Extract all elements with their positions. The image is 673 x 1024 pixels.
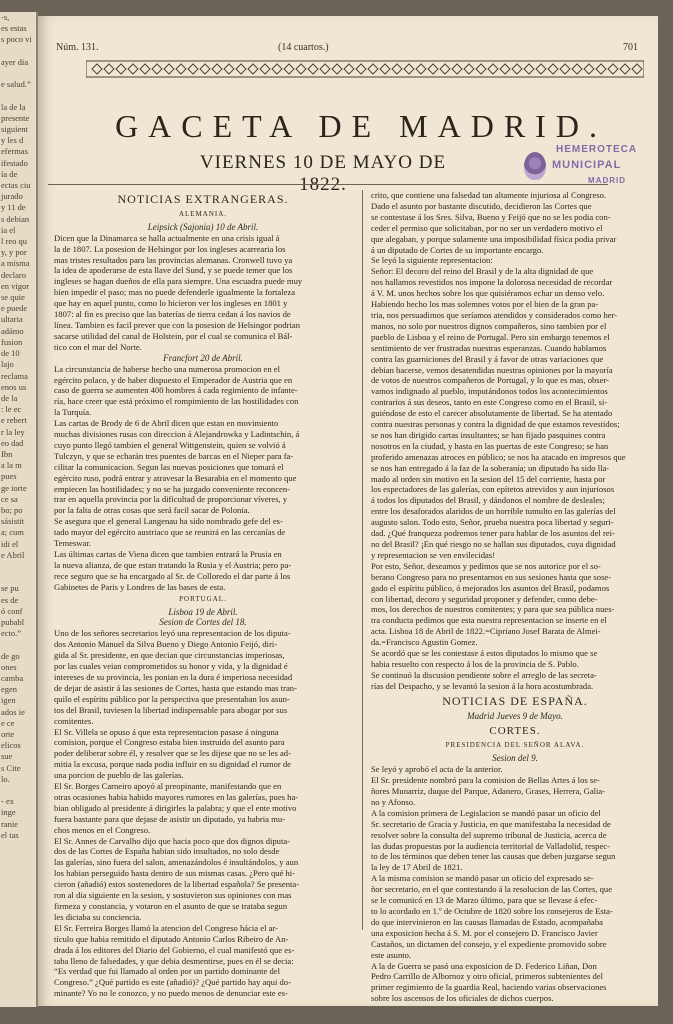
text-line: El Sr. Annes de Carvalho dijo que hacia poco que dos dignos diputa-: [54, 835, 291, 846]
text-line: caso de guerra se aumenten 400 hombres á cada regimiento de infante-: [54, 385, 298, 396]
text-line: bien impedir el paso; mas no puede defenderle igualmente la fortaleza: [54, 287, 296, 298]
text-line: á V. M. unos hechos sobre los que quisiéramos echar un denso velo.: [371, 288, 605, 299]
text-line: Por esto, Señor, deseamos y pedimos que se nos autorice por el so-: [371, 560, 601, 571]
section-heading: CORTES.: [489, 724, 541, 737]
text-line: tículo que habia remitido el diputado Antonio Carlos Ribeiro de An-: [54, 933, 289, 944]
prev-page-line: a; cum: [1, 527, 24, 538]
text-line: dad. ¿Qué franqueza podremos tener para hablar de los asuntos del rei-: [371, 528, 615, 539]
text-line: ron al dia siguiente en la sesion, y sostuvieron sus opiniones con mas: [54, 890, 292, 901]
text-line: contra las guarniciones del Brasil y á favor de otras variaciones que: [371, 353, 604, 364]
ornament-diamond: [320, 64, 330, 74]
text-line: 1807: al fin es preciso que las baterías de tierra cedan á los navios de: [54, 309, 291, 320]
text-line: to de los términos que deben tener las causas que deben juzgarse segun: [371, 851, 616, 862]
ornament-diamond: [284, 64, 294, 74]
text-line: Las últimas cartas de Viena dicen que tambien entrará la Prusia en: [54, 549, 282, 559]
text-line: gado el espíritu público, ó mejorados los asuntos del Brasil, podamos: [371, 582, 610, 593]
text-line: Gabinetes de Paris y Londres de las bases de esta.: [54, 581, 226, 592]
text-line: Las cartas de Brody de 6 de Abril dicen que estan en movimiento: [54, 418, 279, 429]
text-line: quilo el espíritu público por la perspectiva que presentaban los asun-: [54, 693, 290, 704]
masthead-title: GACETA DE MADRID.: [115, 108, 607, 144]
prev-page-line: se quie: [1, 292, 25, 303]
ornament-diamond: [548, 64, 558, 74]
section-heading: PORTUGAL.: [179, 594, 227, 603]
prev-page-line: se pu: [1, 583, 19, 594]
text-line: Se continuó la discusion pendiente sobre el arreglo de las secreta-: [371, 669, 597, 680]
prev-page-line: eo dad: [1, 437, 24, 448]
text-line: les dictaba su conciencia.: [54, 911, 142, 922]
text-line: Castaños, un dictamen del consejo, y el expediente promovido sobre: [371, 938, 607, 949]
prev-page-line: ecto.”: [1, 628, 22, 639]
section-heading: Sesion de Cortes del 18.: [159, 617, 247, 628]
prev-page-line: igen: [1, 695, 16, 706]
text-line: sentimiento de ver frustradas nuestras esperanzas. Cuando hablamos: [371, 342, 607, 353]
prev-page-line: ranie: [1, 818, 18, 829]
prev-page-line: s poco vi: [1, 34, 32, 45]
prev-page-line: bo; po: [1, 504, 23, 515]
text-line: taba lleno de falsedades, y que debia desmentirse, pues en él se decia:: [54, 955, 294, 966]
ornament-diamond: [572, 64, 582, 74]
section-heading: Madrid Jueves 9 de Mayo.: [467, 710, 563, 721]
ornamental-border: [86, 60, 644, 78]
text-line: nosotros en la ciudad, y hasta en las puertas de este Congreso; se han: [371, 440, 609, 451]
text-line: ceder el permiso que solicitaban, por no ser un verdadero motivo el: [371, 222, 603, 233]
prev-page-line: ge iorte: [1, 482, 27, 493]
text-line: Se acordó que se les contestase á estos diputados lo mismo que se: [371, 648, 598, 659]
text-line: El Sr. presidente nombró para la comision de Bellas Artes á los se-: [371, 775, 600, 786]
section-heading: Francfort 20 de Abril.: [163, 352, 243, 363]
section-heading: ALEMANIA.: [178, 209, 228, 218]
text-line: sacarse utilidad del canal de Holstein, por el cual se comunica el Bál-: [54, 330, 293, 341]
ornament-diamond: [476, 64, 486, 74]
text-line: comitentes.: [54, 715, 94, 726]
ornament-diamond: [620, 64, 630, 74]
text-line: la Turquía.: [54, 407, 92, 418]
ornament-diamond: [428, 64, 438, 74]
prev-page-line: de 10: [1, 348, 20, 359]
text-line: las dudas propuestas por la audiencia territorial de Valladolid, respec-: [371, 840, 610, 851]
prev-page-line: l reo qu: [1, 236, 27, 247]
text-line: contra nuestras personas y contra la dignidad de que estamos revestidos;: [371, 419, 620, 430]
ornament-diamond: [392, 64, 402, 74]
prev-page-line: sásistit: [1, 516, 25, 527]
ornament-diamond: [140, 64, 150, 74]
prev-page-line: ultaria: [1, 314, 23, 325]
text-line: ñor secretario, en el que contestando á la resolucion de las Cortes, que: [371, 884, 613, 895]
prev-page-line: es de: [1, 594, 19, 605]
ornament-diamond: [512, 64, 522, 74]
text-line: pueblo de Lisboa y el reino de Portugal. Pero sin embargo tenemos el: [371, 331, 610, 342]
text-line: vamos indignado al pueblo, imputándonos todos los acontecimientos: [371, 386, 608, 397]
prev-page-line: siguient: [1, 124, 28, 135]
prev-page-line: reclama: [1, 370, 28, 381]
ornament-diamond: [452, 64, 462, 74]
text-line: tos del Brasil, tuviesen la libertad indispensable para abogar por sus: [54, 704, 288, 715]
text-line: da.=Francisco Agustin Gomez.: [371, 637, 478, 648]
text-line: ñores Munarriz, duque del Parque, Adanero, Grases, Herrera, Galia-: [371, 786, 606, 797]
text-line: tria, nos persuadimos que seríamos atendidos y considerados como her-: [371, 309, 618, 320]
prev-page-line: ones: [1, 661, 17, 672]
text-line: que alegaban, y porque sulamente una imposibilidad física podia privar: [371, 233, 617, 244]
section-heading: Lisboa 19 de Abril.: [168, 606, 238, 617]
text-line: sobre los ascensos de los oficiales de dichos cuerpos.: [371, 993, 554, 1004]
prev-page-line: e ce: [1, 717, 15, 728]
text-line: una porcion de pueblo de las galerías.: [54, 770, 184, 781]
ornament-diamond: [188, 64, 198, 74]
text-line: rece seguro que se ha encargado al Sr. de Colloredo el dar parte á los: [54, 570, 291, 581]
ornament-diamond: [308, 64, 318, 74]
prev-page-line: y les d: [1, 135, 24, 146]
text-line: manos, no solo por nuestros dignos compañeros, sino tambien por el: [371, 320, 607, 331]
section-heading: PRESIDENCIA DEL SEÑOR ALAVA.: [445, 741, 585, 750]
ornament-diamond: [152, 64, 162, 74]
text-line: mas tristes resultados para las provincias alemanas. Cronwell tuvo ya: [54, 254, 293, 265]
text-line: á todos los diputados del Brasil, y dándonos el nombre de desleales;: [371, 495, 605, 506]
ornament-diamond: [536, 64, 546, 74]
prev-page-line: -s,: [1, 12, 10, 22]
ornament-diamond: [296, 64, 306, 74]
prev-page-line: sue: [1, 751, 13, 762]
text-line: “Es verdad que fui llamado al orden por un partido dominante del: [54, 966, 280, 977]
ornament-diamond: [488, 64, 498, 74]
ornament-diamond: [260, 64, 270, 74]
text-line: Tulczyn, y que se echarán tres puentes de barcas en el Nieper para fa-: [54, 450, 294, 461]
text-line: los habian perseguido hasta dentro de sus mismas casas. ¿Pero qué hi-: [54, 868, 296, 879]
prev-page-line: ó conf: [1, 605, 23, 616]
ornament-diamond: [128, 64, 138, 74]
prev-page-line: en vigor: [1, 280, 30, 291]
text-line: muchas divisiones rusas con direccion á Alejandrowka y Ladintschin, á: [54, 429, 300, 440]
text-line: tra conducta pedimos que esta nuestra representacion se inserte en el: [371, 615, 607, 626]
header-rule: [48, 184, 608, 185]
text-line: egército polaco, y de haber dispuesto el Emperador de Austria que en: [54, 374, 293, 385]
text-line: Sr. secretario de Gracia y Justicia, en que manifestaba la necesidad de: [371, 818, 611, 829]
issue-number: Núm. 131.: [56, 42, 99, 53]
text-line: do que intervinieron en las causas llamadas de Estado, acompañaba: [371, 916, 603, 927]
text-line: con libertad, decoro y seguridad proponer y defender, como debe-: [371, 593, 598, 604]
stamp-line-2: MUNICIPAL: [552, 159, 622, 171]
ornament-diamond: [224, 64, 234, 74]
prev-page-line: ifestado: [1, 157, 28, 168]
text-line: Temeswar.: [54, 538, 91, 549]
text-line: la idea de apoderarse de esta llave del Sund, y se puede temer que los: [54, 265, 293, 276]
right-column: [362, 190, 659, 1004]
prev-page-line: ectas ciu: [1, 180, 31, 191]
text-line: de votos de nuestros compañeros de Portugal, y lo que es mas, obser-: [371, 375, 610, 386]
text-line: Señor: El decoro del reino del Brasil y de la alta dignidad de que: [371, 266, 594, 277]
text-line: Congreso.” ¿Qué partido es este (añadió)? ¿Qué partido hay aqui do-: [54, 977, 291, 988]
text-line: por las cuales veian comprometidos su honor y vida, y la dignidad é: [54, 661, 288, 672]
text-line: rías del Despacho, y se levantó la sesion á la hora acostumbrada.: [371, 680, 594, 691]
prev-page-line: - ex: [1, 796, 14, 807]
prev-page-line: pubabl: [1, 616, 25, 627]
prev-page-line: enos us: [1, 381, 27, 392]
text-line: chos menos en el Congreso.: [54, 824, 151, 835]
prev-page-line: fusion: [1, 336, 23, 347]
prev-page-line: ce sa: [1, 493, 18, 504]
section-heading: NOTICIAS DE ESPAÑA.: [442, 693, 588, 708]
text-line: to lo acordado en 1.º de Octubre de 1820 sobre los consejeros de Esta-: [371, 906, 613, 916]
text-line: contrarios á sus deseos, tanto en este Congreso como en el Brasil, si-: [371, 397, 608, 408]
ornament-diamond: [176, 64, 186, 74]
text-line: cilitar la comunicacion. Segun las nuevas posiciones que tomará el: [54, 461, 284, 472]
text-line: A la comision primera de Legislacion se mandó pasar un oficio del: [371, 807, 601, 818]
text-line: se nos han dirigido cartas insultantes; se han fijado pasquines contra: [371, 429, 606, 440]
text-line: proferido amenazas atroces en público; se nos ha atacado en impresos que: [371, 451, 626, 462]
ornament-diamond: [404, 64, 414, 74]
text-line: una exposicion hecha á S. M. por el consejero D. Francisco Javier: [371, 927, 598, 938]
prev-page-line: ia el: [1, 224, 16, 235]
page-number: 701: [623, 42, 638, 53]
prev-page-line: e rebert: [1, 415, 27, 426]
prev-page-line: e puede: [1, 303, 28, 314]
text-line: A la misma comision se mandó pasar un oficio del expresado se-: [371, 873, 594, 884]
text-line: Dado el asunto por bastante discutido, decidieron las Cortes que: [371, 200, 592, 211]
ornament-diamond: [380, 64, 390, 74]
text-line: este asunto.: [371, 949, 412, 960]
text-line: no del Brasil? ¡En qué riesgo no se hallan sus diputados, cuya dignidad: [371, 539, 616, 549]
ornament-diamond: [596, 64, 606, 74]
crest-icon: [524, 152, 546, 180]
issue-price: (14 cuartos.): [278, 42, 329, 53]
stamp-line-1: HEMEROTECA: [556, 144, 638, 155]
prev-page-line: presente: [1, 112, 30, 123]
prev-page-line: egen: [1, 684, 18, 695]
ornament-diamond: [200, 64, 210, 74]
text-line: egército ruso, podrá entrar y atravesar la Besarabia en el momento que: [54, 472, 297, 483]
text-line: ría, hace creer que está próximo el rompimiento de las hostilidades con: [54, 396, 299, 407]
text-line: Se leyó la siguiente representacion:: [371, 255, 493, 266]
text-line: tico con el mar del Norte.: [54, 341, 142, 352]
prev-page-line: lajo: [1, 359, 14, 370]
prev-page-line: [0, 46, 36, 57]
ornament-diamond: [236, 64, 246, 74]
previous-page-edge: [0, 12, 38, 1007]
prev-page-line: es estas: [1, 23, 27, 34]
ornament-diamond: [416, 64, 426, 74]
prev-page-line: ados ie: [1, 706, 25, 717]
prev-page-line: [0, 561, 36, 572]
text-line: otras ocasiones habia habido mayores rumores en las galerías, pues ha-: [54, 791, 299, 802]
text-line: resolver sobre la consulta del supremo tribunal de Justicia, acerca de: [371, 829, 607, 840]
ornament-diamond: [272, 64, 282, 74]
text-line: tado mayor del egército austriaco que se reunirá en las cercanías de: [54, 527, 286, 538]
text-line: la ley de 17 Abril de 1821.: [371, 862, 463, 873]
prev-page-line: r la ley: [1, 426, 25, 437]
prev-page-line: de go: [1, 650, 20, 661]
text-line: El Sr. Villela se opuso á que esta representacion pasase á ninguna: [54, 726, 279, 737]
text-line: línea. Tambien es facil prever que con la posesion de Helsingor podrian: [54, 319, 300, 330]
text-line: intereses de su provincia, les ponian en la dura é imperiosa necesidad: [54, 671, 293, 682]
ornament-diamond: [92, 64, 102, 74]
ornament-diamond: [440, 64, 450, 74]
text-line: Se asegura que el general Langenau ha sido nombrado gefe del es-: [54, 516, 283, 527]
ornament-diamond: [164, 64, 174, 74]
ornament-diamond: [356, 64, 366, 74]
prev-page-line: s debian: [1, 213, 30, 224]
text-line: Pedro Carrillo de Albornoz y otro oficial, primeros subtenientes del: [371, 971, 603, 982]
text-line: guiéndose de esto el carecer absolutamente de libertad. Se ha atentado: [371, 408, 613, 419]
ornament-diamond: [116, 64, 126, 74]
text-line: la nueva alianza, de que estan tratando la Rusia y el Austria; pero pa-: [54, 559, 292, 570]
newspaper-page: [38, 16, 658, 1006]
ornament-diamond: [368, 64, 378, 74]
text-line: ingleses se hagan dueños de ella para siempre. Una escuadra puede muy: [54, 276, 303, 287]
prev-page-line: jurado: [1, 191, 23, 202]
text-line: á un diputado de Cortes de su importante encargo.: [371, 244, 544, 255]
prev-page-line: s Cite: [1, 762, 21, 773]
prev-page-line: camba: [1, 672, 24, 683]
text-line: acta. Lisboa 18 de Abril de 1822.=Cipriano Josef Barata de Almei-: [371, 626, 601, 637]
prev-page-line: y, y por: [1, 247, 27, 258]
prev-page-line: orte: [1, 729, 15, 739]
prev-page-line: adámo: [1, 325, 24, 336]
ornament-diamond: [632, 64, 642, 74]
ornament-diamond: [524, 64, 534, 74]
text-line: la de 1807. La posesion de Helsingor por los ingleses acarrearia los: [54, 243, 286, 254]
text-line: mado al orden sin motivo en la sesion del 15 del corriente, hasta por: [371, 473, 606, 484]
prev-page-line: declaro: [1, 269, 27, 280]
text-line: La circunstancia de haberse hecho una numerosa promocion en el: [54, 363, 280, 374]
text-line: empiecen las hostilidades; y no se ha juzgado conveniente reconcen-: [54, 483, 291, 494]
text-line: augusto salon. Todo esto, Señor, prueba nuestra poca libertad y seguri-: [371, 517, 614, 528]
ornament-diamond: [464, 64, 474, 74]
text-line: primer regimiento de la guardia Real, haciendo varias observaciones: [371, 982, 607, 993]
ornament-diamond: [332, 64, 342, 74]
text-line: de dejar de asistir á las sesiones de Cortes, hasta que estando mas tran-: [54, 682, 297, 693]
text-line: firmeza y constancia, y votaron en el asunto de que se trataba segun: [54, 901, 288, 911]
prev-page-line: el tas: [1, 829, 19, 840]
section-heading: Sesion del 9.: [492, 753, 538, 764]
text-line: El Sr. Ferreira Borges llamó la atencion del Congreso hácia el ar-: [54, 922, 278, 933]
text-line: mitia la excusa, porque nada podia influir en su dignidad el rumor de: [54, 759, 291, 770]
text-line: por la falta de otras cosas que será facil sacar de Polonia.: [54, 505, 250, 516]
text-line: crito, que contiene una falsedad tan altamente injuriosa al Congreso.: [371, 190, 607, 200]
text-line: A la de Guerra se pasó una exposicion de D. Federico Liñan, Don: [371, 960, 597, 971]
prev-page-line: ía de: [1, 168, 18, 179]
ornamental-border-graphic: [86, 60, 644, 78]
prev-page-line: y 11 de: [1, 202, 26, 213]
text-line: dos Antonio Manuel da Silva Bueno y Diego Antonio Feijó, diri-: [54, 639, 278, 650]
text-line: El Sr. Borges Carneiro apoyó al preopinante, manifestando que en: [54, 781, 282, 792]
text-line: se le comunicó en 13 de Marzo último, para que se llevase á efec-: [371, 895, 598, 906]
text-line: los espectadores de las galerías, con epítetos atrevidos y aun injuriosos: [371, 484, 615, 495]
ornament-diamond: [104, 64, 114, 74]
ornament-diamond: [608, 64, 618, 74]
ornament-diamond: [560, 64, 570, 74]
text-line: cuyo punto llegó tambien el general Wittgenstein, quien se volvió á: [54, 439, 286, 450]
text-line: que hay en aquel punto, como lo hicieron ver los ingleses en 1801 y: [54, 298, 288, 309]
text-line: Dicen que la Dinamarca se halla actualmente en una crisis igual á: [54, 232, 280, 243]
prev-page-line: de la: [1, 392, 18, 403]
left-column: [54, 190, 352, 999]
prev-page-line: efermas: [1, 146, 28, 157]
text-line: Uno de los señores secretarios leyó una representacion de los diputa-: [54, 628, 291, 639]
text-line: dos de las Cortes de España habian sido insultados, no solo desde: [54, 846, 280, 857]
text-line: fuera bastante para que dejase de asistir un diputado, ya habria mu-: [54, 813, 285, 824]
text-line: cieron (añadió) estos sostenedores de la libertad española? Se presenta-: [54, 879, 300, 890]
prev-page-line: elicos: [1, 740, 21, 751]
prev-page-line: a la m: [1, 460, 22, 471]
prev-page-line: la de la: [1, 101, 26, 112]
prev-page-line: [0, 572, 36, 583]
text-line: trar en aquella provincia por la dificultad de proporcionar víveres, y: [54, 494, 288, 505]
text-line: debian hacerse, vemos desatendidas nuestras opiniones por la mayoría: [371, 364, 613, 375]
ornament-diamond: [212, 64, 222, 74]
prev-page-line: e Abril: [1, 549, 25, 560]
prev-page-line: idi el: [1, 538, 19, 549]
text-line: habia resuelto con respecto á los de la provincia de S. Pablo.: [371, 658, 579, 669]
text-line: y representacion se ven envilecidas!: [371, 549, 496, 560]
text-line: Se leyó y aprobó el acta de la anterior.: [371, 764, 503, 775]
text-line: poder deliberar sobre él, y resolver que se les dijese que no se les ad-: [54, 748, 291, 759]
stamp-line-3: MADRID: [588, 176, 626, 185]
text-line: gida al Sr. presidente, en que decian que circunstancias imperiosas,: [54, 650, 285, 661]
text-line: drada á los editores del Diario del Gobierno, el cual manifestó que es-: [54, 944, 295, 955]
masthead-date: VIERNES 10 DE MAYO DE 1822.: [199, 152, 447, 195]
ornament-diamond: [248, 64, 258, 74]
text-line: nos hallamos revestidos nos impone la dolorosa necesidad de recordar: [371, 277, 613, 288]
prev-page-line: : le ec: [1, 404, 22, 415]
text-line: mos, los derechos de nuestros comitentes; y para que sea pública nues-: [371, 604, 615, 615]
prev-page-line: [0, 90, 36, 101]
prev-page-line: ayer dia: [1, 56, 29, 67]
text-line: no y Afonso.: [371, 796, 416, 807]
text-line: Habiendo hecho los mas solemnes votos por el bien de la gran pa-: [371, 299, 599, 310]
prev-page-line: inge: [1, 807, 16, 818]
prev-page-line: [0, 68, 36, 79]
text-line: se nos han entregado á la faz de la soberanía; un diputado ha sido lla-: [371, 462, 610, 473]
ornament-diamond: [500, 64, 510, 74]
text-line: las galerías, sino fuera del salon, amenazándolos é insultándolos, y aun: [54, 857, 299, 868]
section-heading: Leipsick (Sajonia) 10 de Abril.: [147, 221, 259, 232]
prev-page-line: e salud.”: [1, 79, 31, 90]
section-heading: NOTICIAS EXTRANGERAS.: [117, 192, 289, 206]
text-line: minante? Yo no le conozco, y no puedo menos de denunciar este es-: [54, 988, 288, 999]
text-line: bian obligado al presidente á dirigirles la palabra; y que el ente motivo: [54, 802, 297, 813]
prev-page-line: [0, 639, 36, 650]
prev-page-line: [0, 785, 36, 796]
text-line: se contestase á los Sres. Silva, Bueno y Feijó que no se les podia con-: [371, 211, 611, 222]
text-line: comision, porque el Congreso estaba bien instruido del asunto para: [54, 737, 285, 748]
prev-page-line: Ibn: [1, 448, 13, 459]
text-line: entre los desaforados alaridos de un horrible tumulto en las galerías del: [371, 506, 616, 517]
text-line: berano Congreso para no presentarnos en sus sesiones hasta que sose-: [371, 571, 612, 582]
prev-page-line: pues: [1, 471, 17, 482]
prev-page-line: a misma: [1, 258, 30, 269]
ornament-diamond: [344, 64, 354, 74]
ornament-diamond: [584, 64, 594, 74]
prev-page-line: lo.: [1, 773, 10, 784]
